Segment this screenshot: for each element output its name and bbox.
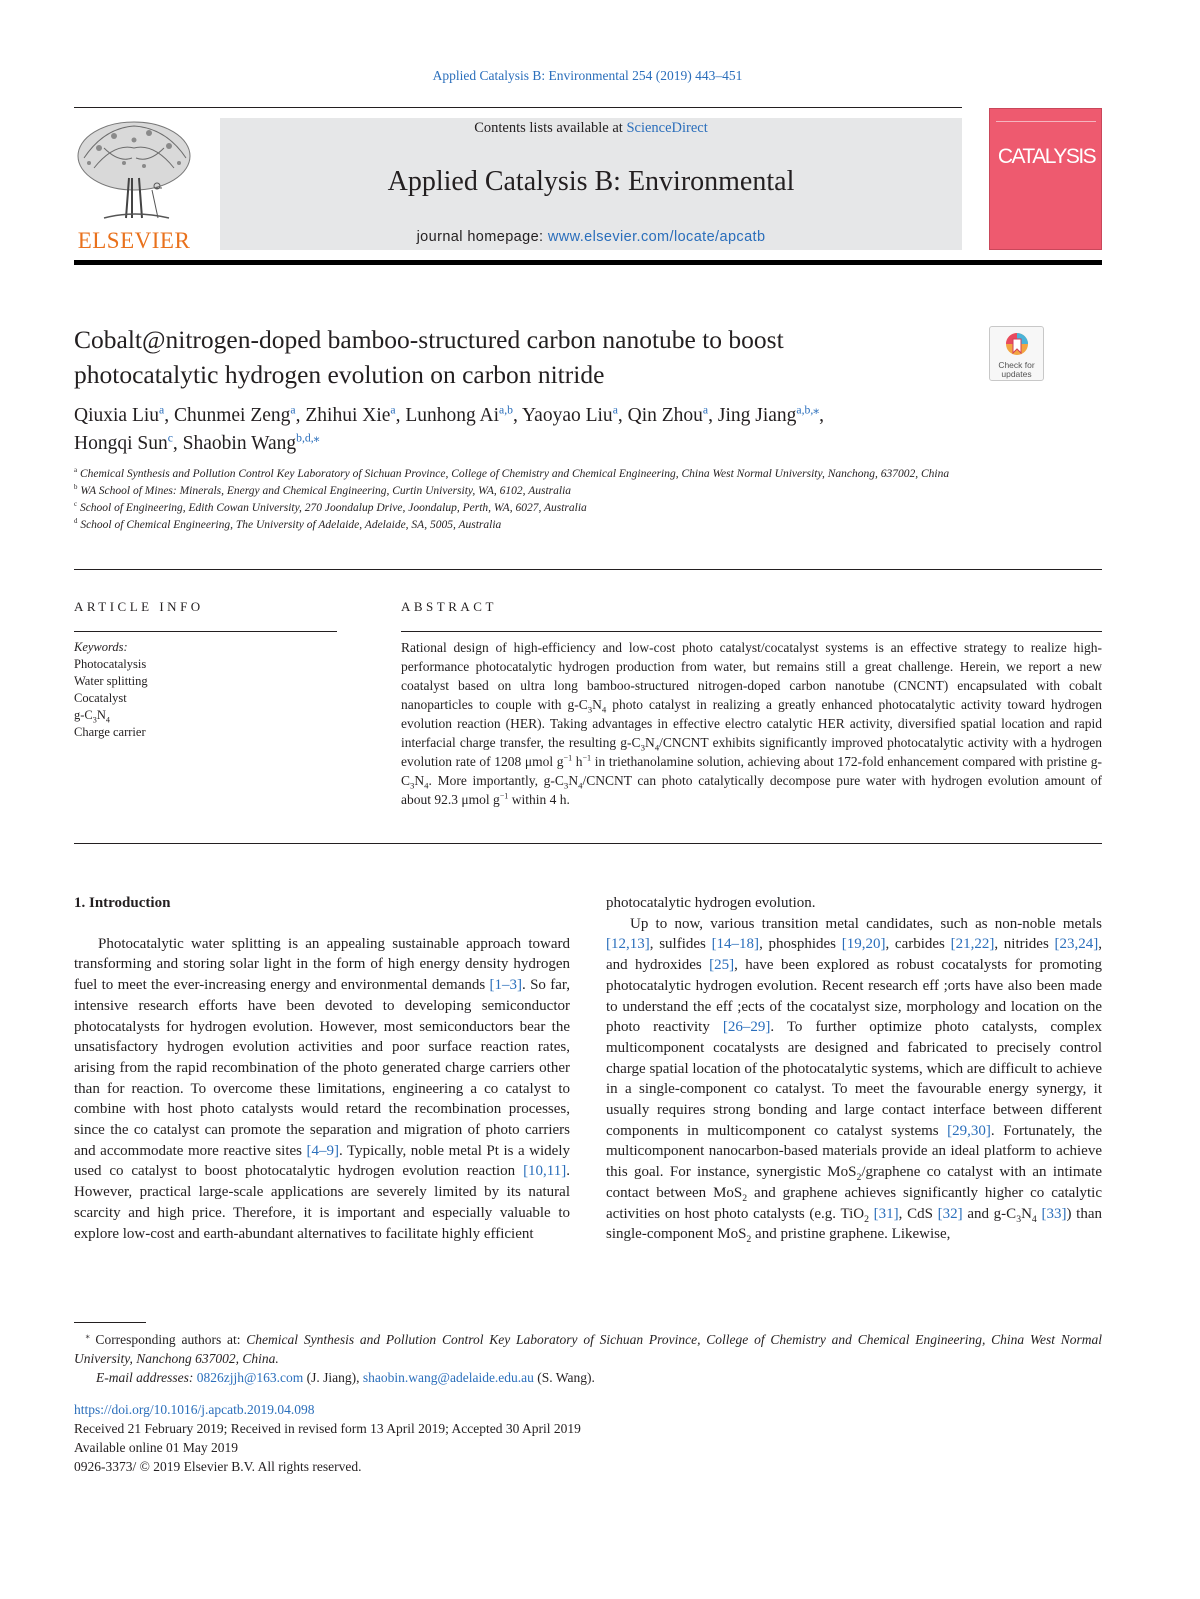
contents-prefix: Contents lists available at bbox=[474, 120, 627, 136]
reference-link[interactable]: [26–29] bbox=[722, 1019, 771, 1036]
abstract-seg: /CNCNT exhibits significantly improved photocatalytic activity with a hydrogen evolution rate of 1208 μmol g bbox=[401, 735, 1102, 769]
reference-link[interactable]: [32] bbox=[937, 1205, 963, 1222]
journal-homepage-line bbox=[220, 229, 962, 245]
keyword-text: $g-C_3N_4$ bbox=[74, 708, 110, 725]
intro-paragraph-1 bbox=[74, 934, 570, 1245]
keywords-label: Keywords: bbox=[74, 640, 128, 654]
author-affil-sup[interactable]: a bbox=[290, 403, 296, 417]
affiliation bbox=[74, 466, 1104, 483]
available-online: Available online 01 May 2019 bbox=[74, 1440, 238, 1455]
continued-text: photocatalytic hydrogen evolution. bbox=[606, 895, 816, 911]
article-title-line-1: Cobalt@nitrogen-doped bamboo-structured carbon nanotube to boost bbox=[74, 325, 784, 354]
abstract-seg: h bbox=[572, 754, 583, 769]
reference-link[interactable]: [23,24] bbox=[1054, 936, 1099, 953]
author-name[interactable]: Shaobin Wang bbox=[182, 433, 297, 454]
author-affil-sup[interactable]: b,d,⁎ bbox=[296, 431, 320, 445]
reference-link[interactable]: [25] bbox=[709, 957, 735, 974]
text-seg: ) than single-component MoS bbox=[606, 1205, 1102, 1243]
affiliation-text: School of Chemical Engineering, The University of Adelaide, Adelaide, SA, 5005, Australia bbox=[80, 519, 502, 531]
masthead-thick-rule bbox=[74, 260, 1102, 265]
reference-link[interactable]: [21,22] bbox=[950, 936, 995, 953]
email-link-wang[interactable]: shaobin.wang@adelaide.edu.au bbox=[362, 1370, 534, 1385]
email-label: E-mail addresses: bbox=[96, 1370, 197, 1385]
author-list: Qiuxia Liu$^a$, Chunmei Zeng$^a$, Zhihui Xie$^a$, Lunhong Ai$^{a,b}$, Yaoyao Liu$^a$, Qin Zhou$^a$, Jing Jiang$^{a,b,⁎}$, Hongqi Sun$^c$, Shaobin Wang$^{b,d,⁎}$ bbox=[74, 403, 824, 454]
homepage-prefix: journal homepage: bbox=[416, 229, 548, 245]
text-seg: , CdS bbox=[898, 1205, 938, 1222]
author-name[interactable]: Zhihui Xie bbox=[305, 405, 391, 426]
abstract-seg: within 4 h. bbox=[508, 792, 570, 807]
reference-link[interactable]: [1–3] bbox=[489, 977, 523, 994]
text-seg: , sulfides bbox=[649, 936, 712, 953]
journal-name: Applied Catalysis B: Environmental bbox=[387, 166, 795, 197]
journal-homepage-link[interactable]: www.elsevier.com/locate/apcatb bbox=[547, 229, 766, 245]
author-name[interactable]: Chunmei Zeng bbox=[173, 405, 291, 426]
header-rule bbox=[74, 107, 962, 108]
section-rule bbox=[74, 569, 1102, 570]
journal-masthead bbox=[220, 118, 962, 250]
keyword-item: Charge carrier bbox=[74, 725, 146, 739]
check-updates-label: Check for updates bbox=[998, 360, 1035, 379]
author-affil-sup[interactable]: a bbox=[702, 403, 709, 417]
author-affil-sup[interactable]: a,b,⁎ bbox=[796, 403, 820, 417]
text-seg: . Typically, noble metal Pt is a widely used co catalyst to boost photocatalytic hydrogen evolution reaction bbox=[74, 1142, 570, 1180]
text-seg: , have been explored as robust cocatalysts for promoting photocatalytic hydrogen evolution. Recent research eff ;orts have also been made to understand the eff ;ects of the cocatalyst size, morphology and location on the photo reactivity bbox=[606, 957, 1102, 1036]
reference-link[interactable]: [4–9] bbox=[306, 1142, 340, 1159]
abstract-seg: in triethanolamine solution, achieving about 172-fold enhancement compared with pristine g-C bbox=[401, 754, 1103, 788]
cover-top-band bbox=[996, 115, 1096, 122]
corresponding-author-footnote bbox=[74, 1330, 1102, 1387]
article-info-rule bbox=[74, 631, 337, 632]
affiliation-key: c bbox=[74, 501, 78, 509]
footnote-rule bbox=[74, 1322, 146, 1323]
keywords-list bbox=[74, 639, 334, 741]
author-affil-sup[interactable]: a bbox=[390, 403, 396, 417]
footnote-marker: ⁎ bbox=[85, 1331, 90, 1341]
intro-paragraph-2: Up to now, various transition metal candidates, such as non-noble metals [12,13], sulfides [14–18], phosphides [19,20], carbides [21,22], nitrides [23,24], and hydroxides [25], have been explored as robust cocatalysts for promoting photocatalytic hydrogen evolution. Recent research eff ;orts have also been made to understand the eff ;ects of the cocatalyst size, morphology and location on the photo reactivity [26–29]. To further optimize photo catalysts, complex multicomponent cocatalysts are designed and fabricated to precisely control charge spatial location of the photocatalytic systems, which are difficult to achieve in a single-component co catalyst. To meet the favourable energy synergy, it usually requires strong bonding and large contact interface between different components in multicomponent co catalyst systems [29,30]. Fortunately, the multicomponent nanocarbon-based materials provide an ideal platform to achieve this goal. For instance, synergistic MoS$_2$/graphene co catalyst with an intimate contact between MoS$_2$ and graphene achieves significantly higher co catalytic activities on host photo catalysts (e.g. TiO$_2$ [31], CdS [32] and $g-C_3N_4$ [33]) than single-component MoS$_2$ and pristine graphene. Likewise, bbox=[606, 915, 1103, 1246]
reference-link[interactable]: [14–18] bbox=[711, 936, 760, 953]
author-name[interactable]: Yaoyao Liu bbox=[522, 405, 613, 426]
text-seg: . So far, intensive research efforts have been devoted to developing semiconductor photocatalysts for hydrogen evolution. However, most semiconductors bear the unsatisfactory hydrogen evolution activities and poor surface reaction rates, arising from the rapid recombination of the photo generated charge carriers other than for reaction. To overcome these limitations, engineering a co catalyst to combine with host photo catalysts would retard the recombination processes, since the co catalyst can promote the separation and migration of photo carriers and accommodate more reactive sites bbox=[74, 977, 571, 1159]
journal-citation-link[interactable]: Applied Catalysis B: Environmental 254 (2019) 443–451 bbox=[432, 68, 743, 83]
keyword-item: Photocatalysis bbox=[74, 657, 147, 671]
keyword-item: Water splitting bbox=[74, 674, 148, 688]
body-column-left bbox=[74, 893, 570, 1244]
abstract-text: Rational design of high-efficiency and low-cost photo catalyst/cocatalyst systems is an effective strategy to realize high-performance photocatalytic hydrogen production from water, but remains still a great challenge. Herein, we report a new coatalyst based on ultra long bamboo-structured nitrogen-doped carbon nanotube (CNCNT) encapsulated with cobalt nanoparticles to couple with $g-C_3N_4$ photo catalyst in realizing a greatly enhanced photocatalytic activity toward hydrogen evolution reaction (HER). Taking advantages in effective electro catalytic HER activity, diversified spatial location and rapid interfacial charge transfer, the resulting $g-C_3N_4$/CNCNT exhibits significantly improved photocatalytic activity with a hydrogen evolution rate of 1208 μmol $g^{-1}$ $h^{-1}$ in triethanolamine solution, achieving about 172-fold enhancement compared with pristine $g-C_3N_4$. More importantly, $g-C_3N_4$/CNCNT can photo catalytically decompose pure water with hydrogen evolution amount of about 92.3 μmol $g^{-1}$ within 4 h. bbox=[401, 640, 1103, 807]
text-seg: , nitrides bbox=[994, 936, 1055, 953]
text-seg: Photocatalytic water splitting is an appealing sustainable approach toward transforming and storing solar light in the form of high energy density hydrogen fuel to meet the ever-increasing energy and environmental demands bbox=[74, 935, 570, 994]
text-seg: . To further optimize photo catalysts, complex multicomponent cocatalysts are designed and fabricated to precisely control charge spatial location of the photocatalytic systems, which are difficult to achieve in a single-component co catalyst. To meet the favourable energy synergy, it usually requires strong bonding and large contact interface between different components in multicomponent co catalyst systems bbox=[606, 1019, 1102, 1139]
affiliations bbox=[74, 466, 1104, 534]
text-seg: , phosphides bbox=[759, 936, 842, 953]
text-seg: and pristine graphene. Likewise, bbox=[751, 1226, 951, 1243]
affiliation-text: Chemical Synthesis and Pollution Control Key Laboratory of Sichuan Province, College of Chemistry and Chemical Engineering, China West Normal University, Nanchong, 637002, China bbox=[79, 468, 950, 480]
text-seg: . However, practical large-scale applications are severely limited by its natural scarcity and high price. Therefore, it is important and especially valuable to explore low-cost and earth-abundant alternatives to facilitate highly efficient bbox=[74, 1163, 570, 1242]
text-seg: and graphene achieves significantly higher co catalytic activities on host photo catalysts (e.g. TiO bbox=[606, 1184, 1103, 1222]
author-affil-sup[interactable]: a,b bbox=[499, 403, 513, 417]
cover-title: CATALYSIS bbox=[997, 145, 1096, 168]
email-owner: (S. Wang). bbox=[533, 1370, 595, 1385]
author-name[interactable]: Qiuxia Liu bbox=[74, 405, 160, 426]
reference-link[interactable]: [31] bbox=[873, 1205, 899, 1222]
doi-link[interactable]: https://doi.org/10.1016/j.apcatb.2019.04.098 bbox=[74, 1402, 315, 1417]
reference-link[interactable]: [29,30] bbox=[947, 1122, 991, 1139]
reference-link[interactable]: [10,11] bbox=[523, 1163, 567, 1180]
text-seg: . Fortunately, the multicomponent nanocarbon-based materials provide an ideal platform to achieve this goal. For instance, synergistic MoS bbox=[606, 1122, 1102, 1181]
text-seg: Up to now, various transition metal candidates, such as non-noble metals bbox=[630, 915, 1102, 932]
footnote-label: Corresponding authors at: bbox=[89, 1332, 247, 1347]
author-name[interactable]: Lunhong Ai bbox=[405, 405, 500, 426]
section-heading-introduction: 1. Introduction bbox=[74, 895, 171, 911]
abstract-rule bbox=[401, 631, 1102, 632]
abstract-seg: . More importantly, g-C bbox=[428, 773, 564, 788]
affiliation-key: b bbox=[74, 484, 78, 492]
contents-available-line bbox=[220, 120, 962, 137]
reference-link[interactable]: [33] bbox=[1041, 1205, 1067, 1222]
affiliation bbox=[74, 500, 1104, 517]
body-column-right bbox=[606, 893, 1102, 1245]
author-name[interactable]: Hongqi Sun bbox=[74, 433, 168, 454]
article-title-line-2: photocatalytic hydrogen evolution on carbon nitride bbox=[74, 360, 605, 389]
keyword-item bbox=[74, 707, 334, 724]
check-for-updates-button[interactable] bbox=[989, 326, 1044, 381]
affiliation-key: d bbox=[74, 518, 78, 526]
abstract-seg: photo catalyst in realizing a greatly enhanced photocatalytic activity toward hydrogen evolution reaction (HER). Taking advantages in effective electro catalytic HER activity, diversified spatial location and rapid interfacial charge transfer, the resulting g-C bbox=[401, 697, 1102, 750]
sciencedirect-link[interactable]: ScienceDirect bbox=[626, 120, 708, 136]
email-owner: (J. Jiang), bbox=[303, 1370, 363, 1385]
affiliation-text: School of Engineering, Edith Cowan University, 270 Joondalup Drive, Joondalup, Perth, WA, 6027, Australia bbox=[79, 502, 587, 514]
text-seg: , carbides bbox=[885, 936, 951, 953]
footnote-emails bbox=[74, 1368, 1102, 1387]
elsevier-wordmark: ELSEVIER bbox=[77, 228, 191, 253]
article-info-heading: ARTICLE INFO bbox=[74, 599, 204, 614]
author-name[interactable]: Jing Jiang bbox=[717, 405, 797, 426]
abstract-heading: ABSTRACT bbox=[401, 599, 497, 614]
footnote-address bbox=[74, 1330, 1102, 1368]
received-dates: Received 21 February 2019; Received in revised form 13 April 2019; Accepted 30 April 2019 bbox=[74, 1421, 581, 1436]
reference-link[interactable]: [12,13] bbox=[606, 936, 650, 953]
abstract-seg: /CNCNT can photo catalytically decompose pure water with hydrogen evolution amount of about 92.3 μmol g bbox=[401, 773, 1102, 807]
copyright-line: 0926-3373/ © 2019 Elsevier B.V. All rights reserved. bbox=[74, 1459, 362, 1474]
text-seg: , and hydroxides bbox=[606, 936, 1102, 974]
reference-link[interactable]: [19,20] bbox=[841, 936, 886, 953]
email-link-jiang[interactable]: 0826zjjh@163.com bbox=[196, 1370, 304, 1385]
publication-info bbox=[74, 1400, 1102, 1476]
abstract-seg: Rational design of high-efficiency and low-cost photo catalyst/cocatalyst systems is an effective strategy to realize high-performance photocatalytic hydrogen production from water, but remains still a great challenge. Herein, we report a new coatalyst based on ultra long bamboo-structured nitrogen-doped carbon nanotube (CNCNT) encapsulated with cobalt nanoparticles to couple with g-C bbox=[401, 640, 1102, 712]
author-name[interactable]: Qin Zhou bbox=[627, 405, 703, 426]
text-seg: and g-C bbox=[962, 1205, 1017, 1222]
affiliation-text: WA School of Mines: Minerals, Energy and Chemical Engineering, Curtin University, WA, 6102, Australia bbox=[80, 485, 572, 497]
abstract-bottom-rule bbox=[74, 843, 1102, 844]
author-affil-sup[interactable]: c bbox=[167, 431, 173, 445]
footnote-address-text: Chemical Synthesis and Pollution Control Key Laboratory of Sichuan Province, College of Chemistry and Chemical Engineering, China West Normal University, Nanchong 637002, China. bbox=[74, 1332, 1103, 1366]
affiliation bbox=[74, 483, 1104, 500]
author-affil-sup[interactable]: a bbox=[159, 403, 165, 417]
keyword-item: Cocatalyst bbox=[74, 691, 127, 705]
affiliation-key: a bbox=[74, 467, 78, 475]
text-seg: /graphene co catalyst with an intimate contact between MoS bbox=[606, 1164, 1102, 1201]
journal-cover-thumbnail[interactable] bbox=[989, 108, 1102, 250]
affiliation bbox=[74, 517, 1104, 534]
author-affil-sup[interactable]: a bbox=[612, 403, 618, 417]
article-title bbox=[74, 322, 954, 392]
check-updates-icon bbox=[1004, 331, 1030, 359]
